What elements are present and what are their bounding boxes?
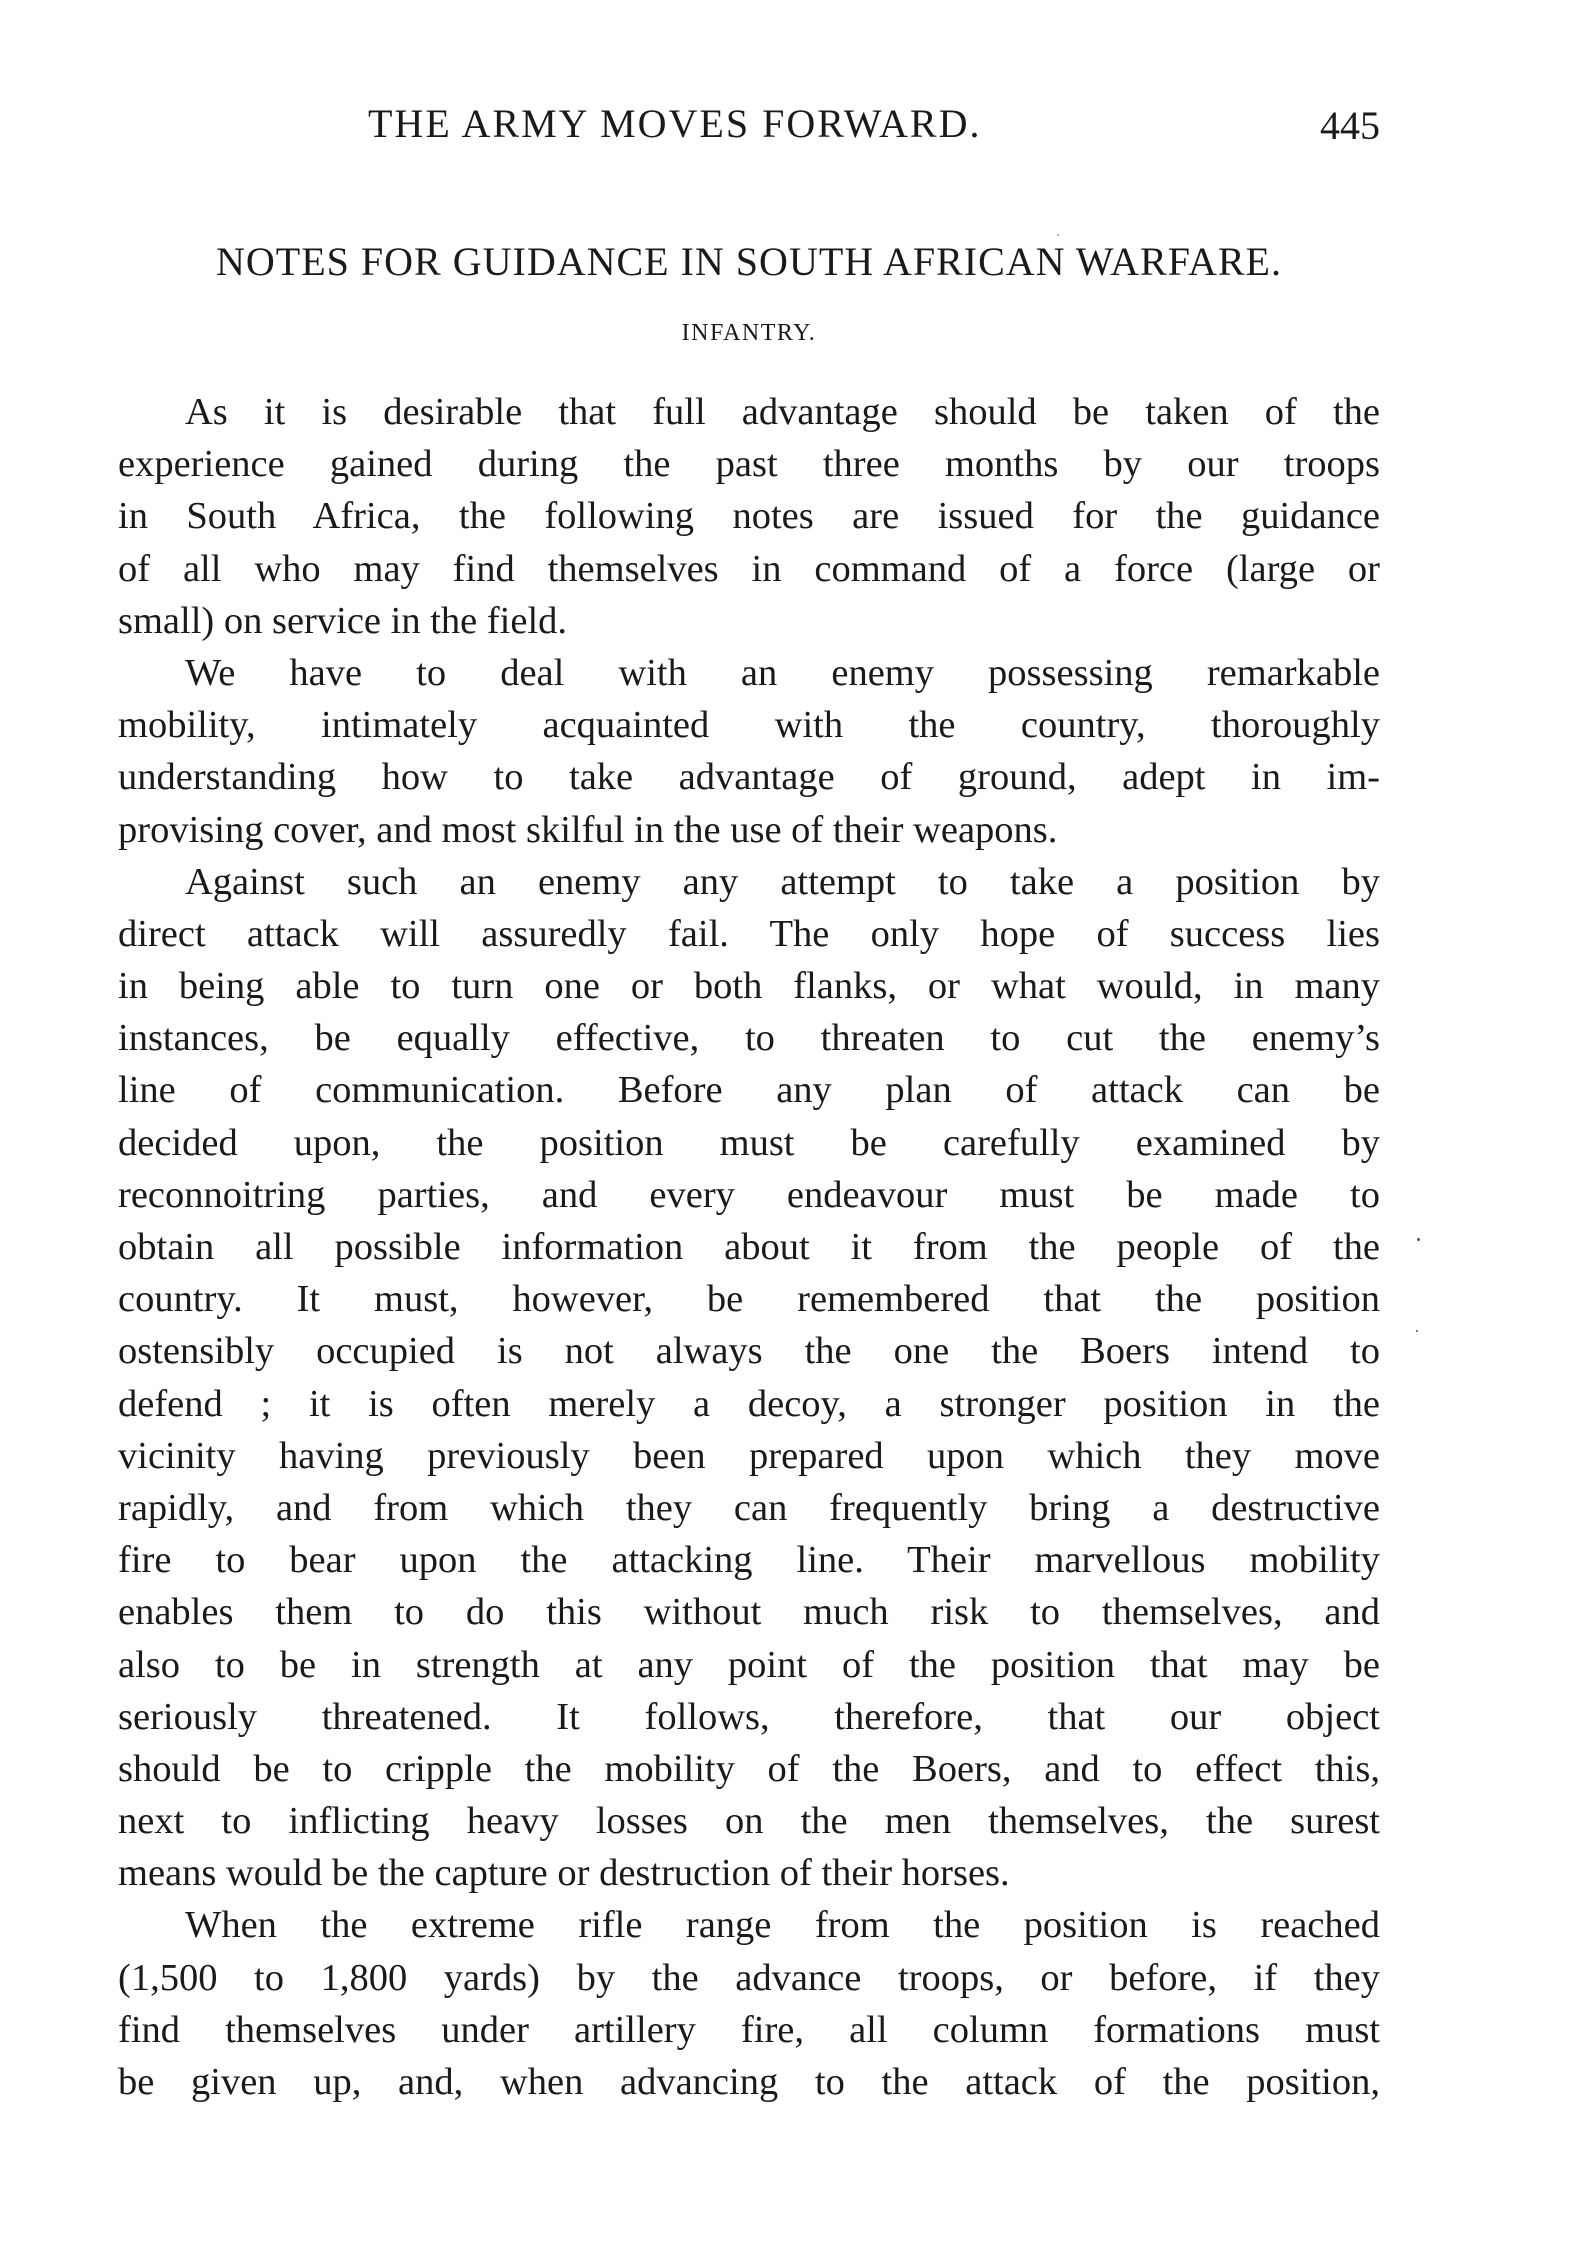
text-line: vicinity having previously been prepared upon which they move [118, 1434, 1380, 1477]
text-line: Against such an enemy any attempt to take a position by [185, 860, 1380, 903]
running-head-title: THE ARMY MOVES FORWARD. [368, 101, 982, 146]
text-line: decided upon, the position must be carefully examined by [118, 1121, 1380, 1164]
text-line: When the extreme rifle range from the position is reached [185, 1904, 1380, 1947]
scan-speck [1417, 1238, 1420, 1241]
text-line: (1,500 to 1,800 yards) by the advance troops, or before, if they [118, 1956, 1380, 1999]
text-line: be given up, and, when advancing to the attack of the position, [118, 2061, 1380, 2103]
paragraph-2 [118, 647, 1380, 856]
text-line: ostensibly occupied is not always the one the Boers intend to [118, 1330, 1380, 1373]
text-line: We have to deal with an enemy possessing remarkable [185, 651, 1380, 694]
page-number: 445 [1320, 103, 1380, 148]
text-line: fire to bear upon the attacking line. Their marvellous mobility [118, 1539, 1380, 1582]
text-line: in South Africa, the following notes are issued for the guidance [118, 495, 1380, 538]
text-line: of all who may find themselves in command of a force (large or [118, 547, 1380, 590]
text-line: next to inflicting heavy losses on the men themselves, the surest [118, 1800, 1380, 1843]
text-line: find themselves under artillery fire, all column formations must [118, 2008, 1380, 2051]
text-line: obtain all possible information about it from the people of the [118, 1226, 1380, 1268]
paragraph-1 [118, 386, 1380, 647]
scan-speck [1057, 234, 1059, 236]
text-line: in being able to turn one or both flanks, or what would, in many [118, 965, 1380, 1008]
text-line: understanding how to take advantage of ground, adept in im- [118, 756, 1380, 799]
paragraph-3 [118, 856, 1380, 1900]
text-line: country. It must, however, be remembered that the position [118, 1278, 1380, 1321]
text-line: direct attack will assuredly fail. The only hope of success lies [118, 912, 1380, 955]
paragraph-4 [118, 1899, 1380, 2108]
subsection-title: INFANTRY. [681, 320, 817, 346]
text-line: line of communication. Before any plan of attack can be [118, 1069, 1380, 1112]
section-title: NOTES FOR GUIDANCE IN SOUTH AFRICAN WARFARE. [216, 239, 1282, 284]
text-line: defend ; it is often merely a decoy, a stronger position in the [118, 1382, 1380, 1425]
running-head [118, 100, 1380, 160]
text-line: experience gained during the past three months by our troops [118, 443, 1380, 486]
text-line: means would be the capture or destruction of their horses. [118, 1852, 1010, 1895]
scan-speck [1416, 1330, 1418, 1332]
text-line: also to be in strength at any point of the position that may be [118, 1643, 1380, 1686]
text-line: provising cover, and most skilful in the use of their weapons. [118, 808, 1058, 851]
text-line: enables them to do this without much risk to themselves, and [118, 1591, 1380, 1634]
text-line: small) on service in the field. [118, 599, 568, 642]
text-line: As it is desirable that full advantage should be taken of the [185, 391, 1380, 433]
text-line: reconnoitring parties, and every endeavour must be made to [118, 1173, 1380, 1216]
text-line: instances, be equally effective, to threaten to cut the enemy’s [118, 1017, 1380, 1060]
text-line: rapidly, and from which they can frequently bring a destructive [118, 1486, 1380, 1529]
text-line: should be to cripple the mobility of the Boers, and to effect this, [118, 1747, 1380, 1790]
text-line: seriously threatened. It follows, therefore, that our object [118, 1695, 1380, 1738]
body-text [118, 386, 1380, 2108]
text-line: mobility, intimately acquainted with the country, thoroughly [118, 704, 1380, 747]
